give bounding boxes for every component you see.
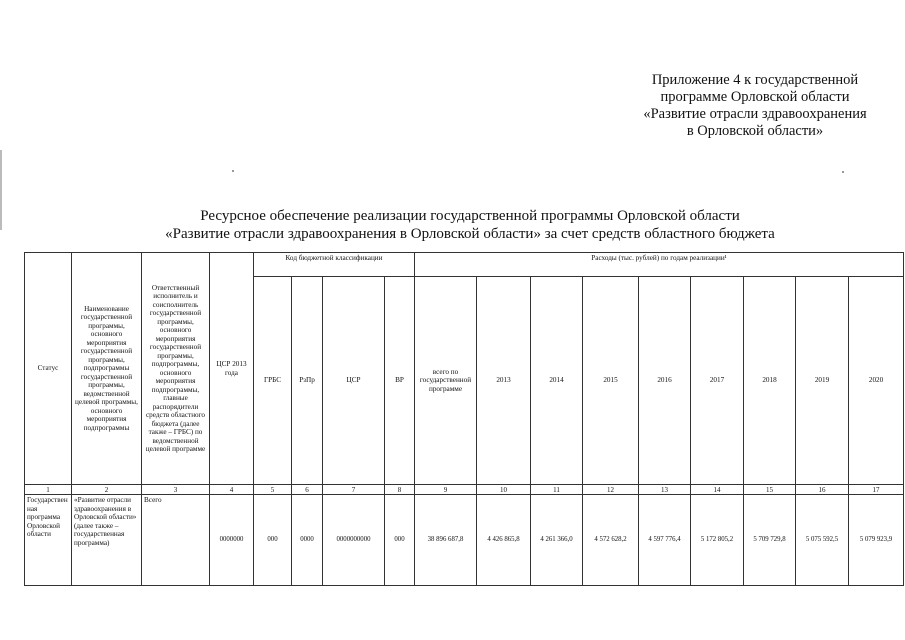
expenses-group-header: Расходы (тыс. рублей) по годам реализации¹ [415,253,904,277]
table-row [25,495,904,586]
csr-cell: 0000000000 [323,495,385,586]
col-year-header: 2017 [691,277,744,485]
appendix-line: Приложение 4 к государственной [651,72,859,88]
column-number: 17 [849,485,904,495]
col-executor-header: Ответственный исполнитель и соисполнитель государственной программы, основного мероприятия государственной программы, подпрограммы, основного мероприятия подпрограммы, главные распорядители средств областного бюджета (далее также – ГРБС) по ведомственной целевой программе [142,253,210,485]
col-csr-header: ЦСР [323,277,385,485]
column-number: 9 [415,485,477,495]
title-line: Ресурсное обеспечение реализации государственной программы Орловской области [200,208,740,224]
col-name-header: Наименование государственной программы, основного мероприятия государственной программы, подпрограммы государственной программы, ведомственной целевой программы, основного мероприятия подпрограммы [72,253,142,485]
column-number: 10 [477,485,531,495]
column-number: 11 [531,485,583,495]
executor-cell: Всего [142,495,210,586]
appendix-line: программе Орловской области [660,89,850,105]
column-number: 7 [323,485,385,495]
column-number: 5 [254,485,292,495]
column-number: 4 [210,485,254,495]
column-number: 13 [639,485,691,495]
appendix-line: «Развитие отрасли здравоохранения [643,106,867,122]
column-number: 12 [583,485,639,495]
column-number: 14 [691,485,744,495]
column-number-row [25,485,904,495]
scan-speck [842,171,844,173]
col-year-header: 2016 [639,277,691,485]
column-number: 8 [385,485,415,495]
rzpr-cell: 0000 [292,495,323,586]
title-line: «Развитие отрасли здравоохранения в Орловской области» за счет средств областного бюджета [165,226,775,242]
total-cell: 38 896 687,8 [415,495,477,586]
column-number: 16 [796,485,849,495]
vr-cell: 000 [385,495,415,586]
column-number: 3 [142,485,210,495]
year-value-cell: 5 709 729,8 [744,495,796,586]
year-value-cell: 4 572 628,2 [583,495,639,586]
column-number: 1 [25,485,72,495]
name-cell: «Развитие отрасли здравоохранения в Орловской области» (далее также – государственная программа) [72,495,142,586]
col-grbs-header: ГРБС [254,277,292,485]
column-number: 6 [292,485,323,495]
year-value-cell: 5 172 805,2 [691,495,744,586]
resource-table [24,252,904,586]
col-year-header: 2020 [849,277,904,485]
col-year-header: 2014 [531,277,583,485]
scan-speck [232,170,234,172]
col-csr2013-header: ЦСР 2013 года [210,253,254,485]
year-value-cell: 5 079 923,9 [849,495,904,586]
column-number: 2 [72,485,142,495]
column-number: 15 [744,485,796,495]
appendix-line: в Орловской области» [686,123,824,139]
csr2013-cell: 0000000 [210,495,254,586]
grbs-cell: 000 [254,495,292,586]
col-year-header: 2015 [583,277,639,485]
col-rzpr-header: РзПр [292,277,323,485]
budget-code-group-header: Код бюджетной классификации [254,253,415,277]
col-total-header: всего по государственной программе [415,277,477,485]
col-status-header: Статус [25,253,72,485]
appendix-caption [610,72,900,140]
col-year-header: 2013 [477,277,531,485]
col-year-header: 2019 [796,277,849,485]
header-row [25,253,904,277]
year-value-cell: 4 426 865,8 [477,495,531,586]
col-vr-header: ВР [385,277,415,485]
page-edge-mark [0,150,2,230]
document-title [110,207,830,243]
col-year-header: 2018 [744,277,796,485]
year-value-cell: 5 075 592,5 [796,495,849,586]
year-value-cell: 4 597 776,4 [639,495,691,586]
year-value-cell: 4 261 366,0 [531,495,583,586]
status-cell: Государственная программа Орловской области [25,495,72,586]
